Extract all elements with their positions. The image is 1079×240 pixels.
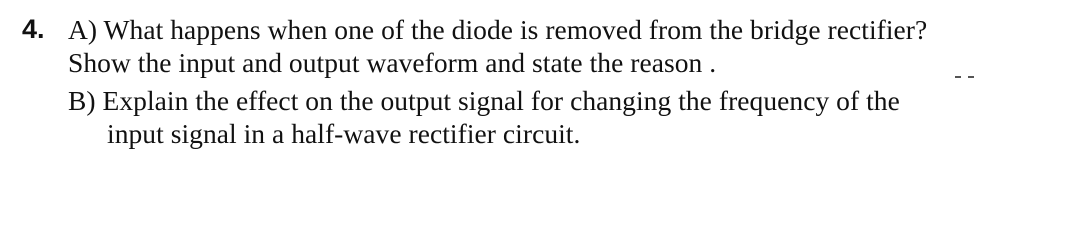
stray-mark-1 bbox=[955, 76, 961, 78]
part-a-line-1: A) What happens when one of the diode is removed from the bridge rectifier? bbox=[68, 14, 928, 45]
part-b-line-1: B) Explain the effect on the output signal for changing the frequency of the bbox=[68, 85, 900, 116]
part-b-line-2: input signal in a half-wave rectifier circuit. bbox=[107, 118, 581, 149]
stray-mark-2 bbox=[968, 76, 974, 78]
question-number: 4. bbox=[22, 14, 45, 44]
part-a-line-2: Show the input and output waveform and state the reason . bbox=[68, 47, 717, 78]
